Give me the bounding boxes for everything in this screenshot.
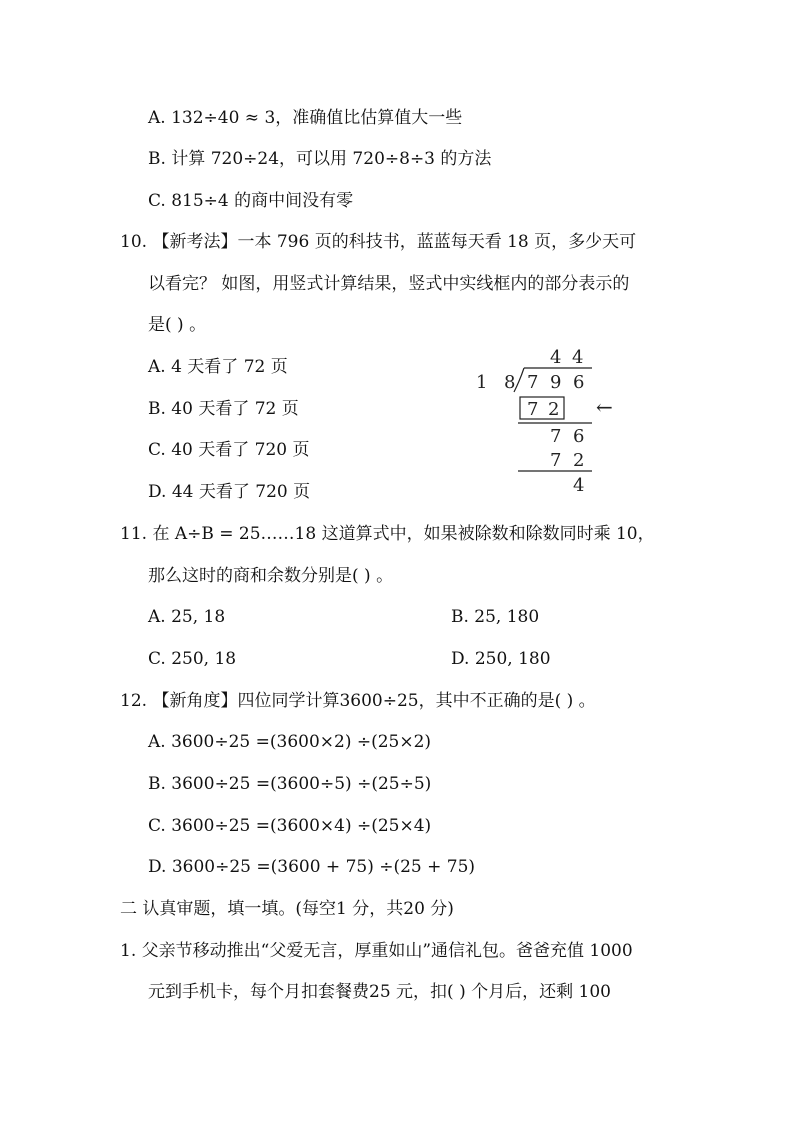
q11-option-d: D. 250, 180 xyxy=(451,649,551,669)
dividend-digit-3: 6 xyxy=(573,372,585,393)
dividend-digit-2: 9 xyxy=(550,372,562,393)
final-remainder: 4 xyxy=(573,475,585,496)
quotient-digit-2: 4 xyxy=(572,347,584,368)
q12-stem-line1: 12. 【新角度】四位同学计算3600÷25，其中不正确的是( ) 。 xyxy=(120,691,596,711)
section2-heading: 二 认真审题，填一填。(每空1 分，共20 分) xyxy=(120,899,454,919)
q9-option-c: C. 815÷4 的商中间没有零 xyxy=(148,191,354,211)
step2-digit-1: 7 xyxy=(550,450,562,471)
q9-option-a: A. 132÷40 ≈ 3，准确值比估算值大一些 xyxy=(148,108,463,128)
remainder1-digit-1: 7 xyxy=(550,426,562,447)
q10-option-b: B. 40 天看了 72 页 xyxy=(148,399,299,419)
left-arrow-icon: ← xyxy=(596,395,613,419)
q10-option-c: C. 40 天看了 720 页 xyxy=(148,440,310,460)
long-division-svg xyxy=(470,340,630,500)
divisor-digit-2: 8 xyxy=(504,372,516,393)
q11-option-c: C. 250, 18 xyxy=(148,649,237,669)
q11-stem-line2: 那么这时的商和余数分别是( ) 。 xyxy=(148,566,394,586)
division-bracket xyxy=(514,368,524,392)
q12-option-a: A. 3600÷25 =(3600×2) ÷(25×2) xyxy=(148,732,432,752)
q11-option-a: A. 25, 18 xyxy=(148,607,226,627)
q9-option-b: B. 计算 720÷24，可以用 720÷8÷3 的方法 xyxy=(148,149,492,169)
q12-option-c: C. 3600÷25 =(3600×4) ÷(25×4) xyxy=(148,816,432,836)
divisor-digit-1: 1 xyxy=(476,372,488,393)
q12-option-d: D. 3600÷25 =(3600 + 75) ÷(25 + 75) xyxy=(148,857,476,877)
s2q1-stem-line1: 1. 父亲节移动推出“父爱无言，厚重如山”通信礼包。爸爸充值 1000 xyxy=(120,941,633,961)
step1-digit-1: 7 xyxy=(527,399,539,420)
remainder1-digit-2: 6 xyxy=(573,426,585,447)
q10-stem-line1: 10. 【新考法】一本 796 页的科技书，蓝蓝每天看 18 页，多少天可 xyxy=(120,232,637,252)
q11-option-b: B. 25, 180 xyxy=(451,607,540,627)
q10-stem-line3: 是( ) 。 xyxy=(148,315,207,335)
q12-option-b: B. 3600÷25 =(3600÷5) ÷(25÷5) xyxy=(148,774,432,794)
q10-option-a: A. 4 天看了 72 页 xyxy=(148,357,288,377)
dividend-digit-1: 7 xyxy=(527,372,539,393)
q10-stem-line2: 以看完？ 如图，用竖式计算结果，竖式中实线框内的部分表示的 xyxy=(148,274,630,294)
long-division-figure xyxy=(470,340,630,500)
q11-stem-line1: 11. 在 A÷B = 25……18 这道算式中，如果被除数和除数同时乘 10， xyxy=(120,524,655,544)
s2q1-stem-line2: 元到手机卡，每个月扣套餐费25 元，扣( ) 个月后，还剩 100 xyxy=(148,982,611,1002)
step2-digit-2: 2 xyxy=(573,450,585,471)
quotient-digit-1: 4 xyxy=(550,347,562,368)
step1-digit-2: 2 xyxy=(548,399,560,420)
q10-option-d: D. 44 天看了 720 页 xyxy=(148,482,311,502)
